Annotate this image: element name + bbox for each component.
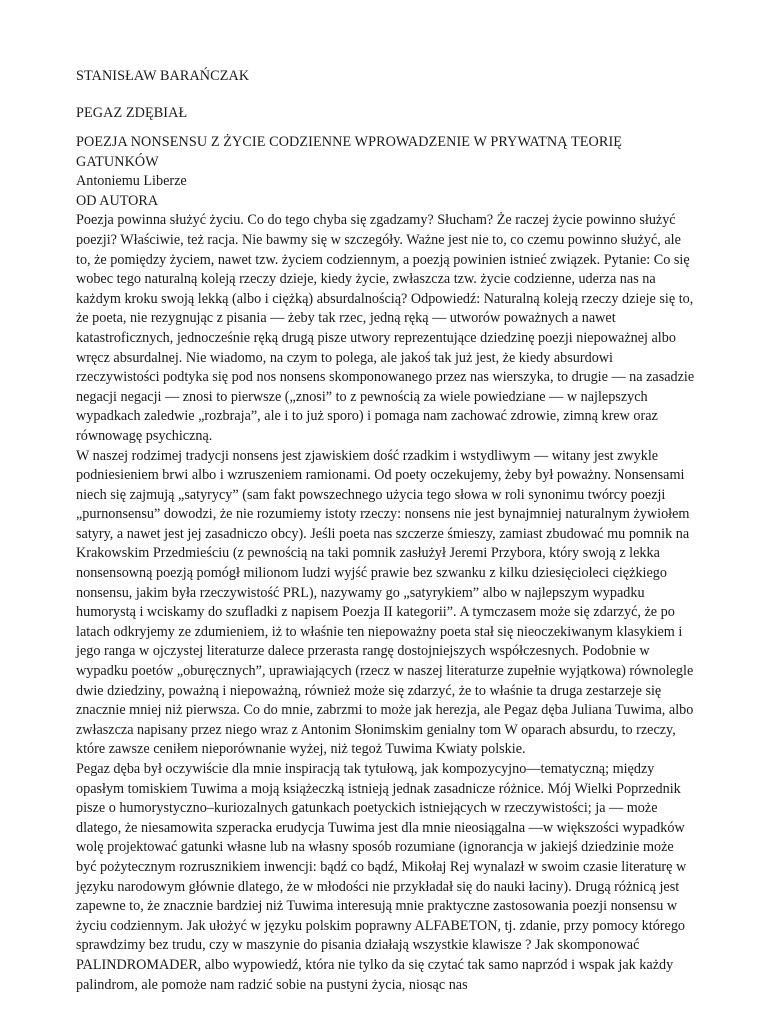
paragraph-2: W naszej rodzimej tradycji nonsens jest zjawiskiem dość rzadkim i wstydliwym — witany jest zwykle podniesieniem brwi albo i wzruszeniem ramionami. Od poety oczekujemy, żeby był poważny. Nonsensami niech się zajmują „satyrycy” (sam fakt powszechnego użycia tego słowa w roli synonimu twórcy poezji „purnonsensu” dowodzi, że nie rozumiemy istoty rzeczy: nonsens nie jest bynajmniej naturalnym żywiołem satyry, a nawet jest jej zasadniczo obcy). Jeśli poeta nas szczerze śmieszy, zamiast zbudować mu pomnik na Krakowskim Przedmieściu (z pewnością na taki pomnik zasłużył Jeremi Przybora, który swoją z lekka nonsensowną poezją pomógł milionom ludzi wyjść prawie bez szwanku z kilku dziesięcioleci ciężkiego nonsensu, jakim była rzeczywistość PRL), nazywamy go „satyrykiem” albo w najlepszym wypadku humorystą i wciskamy do szufladki z napisem Poezja II kategorii”. A tymczasem może się zdarzyć, że po latach odkryjemy ze zdumieniem, iż to właśnie ten niepoważny poeta stał się nieoczekiwanym klasykiem i jego ranga w ojczystej literaturze dalece przerasta rangę dostojniejszych współczesnych. Podobnie w wypadku poetów „oburęcznych”, uprawiających (rzecz w naszej literaturze zupełnie wyjątkowa) równolegle dwie dziedziny, poważną i niepoważną, również może się zdarzyć, że to właśnie ta druga zestarzeje się znacznie mniej niż pierwsza. Co do mnie, zabrzmi to może jak herezja, ale Pegaz dęba Juliana Tuwima, albo zwłaszcza napisany przez niego wraz z Antonim Słonimskim genialny tom W oparach absurdu, to rzeczy, które zawsze ceniłem nieporównanie wyżej, niż tegoż Tuwima Kwiaty polskie. xyxy=(76,447,694,758)
section-title: POEZJA NONSENSU Z ŻYCIE CODZIENNE WPROWADZENIE W PRYWATNĄ TEORIĘ GATUNKÓW xyxy=(76,134,623,170)
preface-heading: OD AUTORA xyxy=(76,192,159,209)
dedication: Antoniemu Liberze xyxy=(76,173,187,190)
document-content xyxy=(76,67,696,993)
author-name: STANISŁAW BARAŃCZAK xyxy=(76,68,250,84)
paragraph-1: Poezja powinna służyć życiu. Co do tego chyba się zgadzamy? Słucham? Że raczej życie powinno służyć poezji? Właściwie, też racja. Nie bawmy się w szczegóły. Ważne jest nie to, co czemu powinno służyć, ale to, że pomiędzy życiem, nawet tzw. życiem codziennym, a poezją powinien istnieć związek. Pytanie: Co się wobec tego naturalną koleją rzeczy dzieje, kiedy życie, zwłaszcza tzw. życie codzienne, uderza nas na każdym kroku swoją lekką (albo i ciężką) absurdalnością? Odpowiedź: Naturalną koleją rzeczy dzieje się to, że poeta, nie rezygnując z pisania — żeby tak rzec, jedną ręką — utworów poważnych a nawet katastroficznych, jednocześnie ręką drugą pisze utwory reprezentujące dziedzinę poezji niepoważnej albo wręcz absurdalnej. Nie wiadomo, na czym to polega, ale jakoś tak już jest, że kiedy absurdowi rzeczywistości podtyka się pod nos nonsens skomponowanego przez nas wierszyka, to drugie — na zasadzie negacji negacji — znosi to pierwsze („znosi” to z pewnością za wiele powiedziane — w najlepszych wypadkach zaledwie „rozbraja”, ale i to już sporo) i pomaga nam zachować zdrowie, zimną krew oraz równowagę psychiczną. xyxy=(76,212,695,444)
paragraph-3: Pegaz dęba był oczywiście dla mnie inspiracją tak tytułową, jak kompozycyjno—tematyczną; między opasłym tomiskiem Tuwima a moją książeczką istnieją jednak zasadnicze różnice. Mój Wielki Poprzednik pisze o humorystyczno–kuriozalnych gatunkach poetyckich istniejących w rzeczywistości; ja — może dlatego, że niesamowita szperacka erudycja Tuwima jest dla mnie nieosiągalna —w większości wypadków wolę projektować gatunki własne lub na własny sposób rozumiane (ignorancja w jakiejś dziedzinie może być pożytecznym rozrusznikiem inwencji: bądź co bądź, Mikołaj Rej wynalazł w swoim czasie literaturę w języku narodowym głównie dlatego, że w młodości nie przykładał się do nauki łaciny). Drugą różnicą jest zapewne to, że znacznie bardziej niż Tuwima interesują mnie praktyczne zastosowania poezji nonsensu w życiu codziennym. Jak ułożyć w języku polskim poprawny ALFABETON, tj. zdanie, przy pomocy którego sprawdzimy bez trudu, czy w maszynie do pisania działają wszystkie klawisze ? Jak skomponować PALINDROMADER, albo wypowiedź, która nie tylko da się czytać tak samo naprzód i wspak jak każdy palindrom, ale pomoże nam radzić sobie na pustyni życia, niosąc nas xyxy=(76,761,687,993)
book-title: PEGAZ ZDĘBIAŁ xyxy=(76,105,188,121)
section-block xyxy=(76,133,696,995)
